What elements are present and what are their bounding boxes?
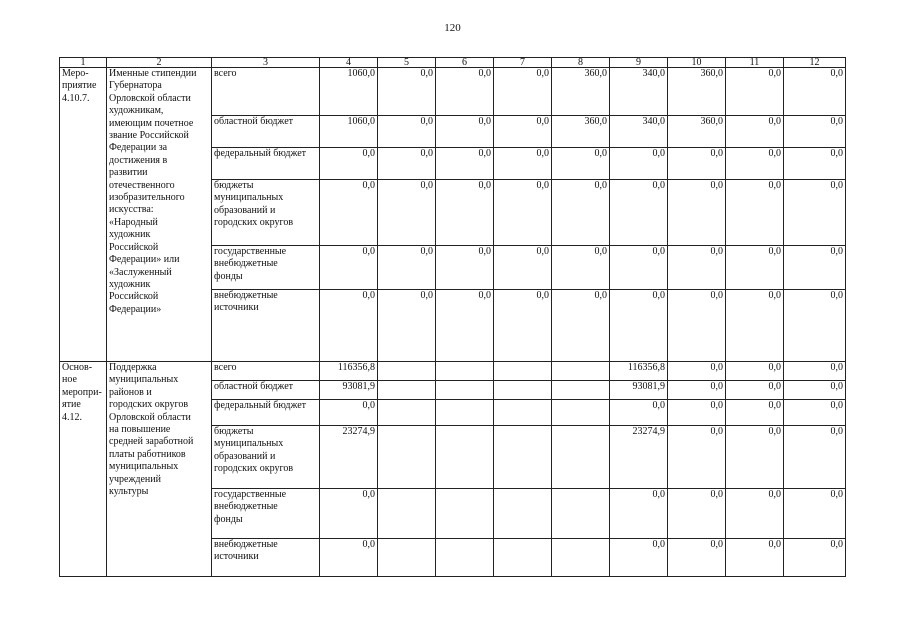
funding-source-line: бюджеты xyxy=(214,180,254,191)
amount-cell: 0,0 xyxy=(436,290,494,362)
amount-cell: 0,0 xyxy=(610,539,668,577)
amount-cell xyxy=(378,400,436,426)
amount-cell: 0,0 xyxy=(668,290,726,362)
measure-title-line: развитии xyxy=(109,167,148,179)
amount-cell: 0,0 xyxy=(784,246,846,290)
amount-cell: 0,0 xyxy=(726,489,784,539)
funding-source-line: внебюджетные xyxy=(214,290,278,301)
amount-cell xyxy=(552,400,610,426)
amount-cell: 0,0 xyxy=(610,489,668,539)
column-header: 12 xyxy=(784,58,846,68)
amount-cell: 0,0 xyxy=(784,381,846,400)
amount-cell xyxy=(378,426,436,489)
measure-title-line: средней заработной xyxy=(109,436,194,448)
amount-cell: 0,0 xyxy=(726,246,784,290)
amount-cell: 0,0 xyxy=(378,116,436,148)
funding-source-line: фонды xyxy=(214,270,243,282)
funding-source xyxy=(212,180,320,246)
amount-cell xyxy=(494,539,552,577)
amount-cell: 0,0 xyxy=(378,180,436,246)
measure-title-line: Поддержка xyxy=(109,362,157,373)
funding-source-line: внебюджетные xyxy=(214,501,278,513)
amount-cell: 0,0 xyxy=(726,381,784,400)
column-header: 4 xyxy=(320,58,378,68)
funding-source-line: образований и xyxy=(214,450,276,462)
page-number: 120 xyxy=(444,22,461,34)
table-row xyxy=(60,68,846,116)
amount-cell xyxy=(494,362,552,381)
measure-code xyxy=(60,68,107,362)
funding-source-line: внебюджетные xyxy=(214,258,278,270)
amount-cell: 0,0 xyxy=(610,290,668,362)
funding-source-line: государственные xyxy=(214,489,287,500)
amount-cell: 0,0 xyxy=(726,290,784,362)
amount-cell: 1060,0 xyxy=(320,116,378,148)
amount-cell xyxy=(378,539,436,577)
amount-cell: 0,0 xyxy=(668,362,726,381)
amount-cell: 0,0 xyxy=(784,180,846,246)
measure-title-line: Федерации» или xyxy=(109,254,180,266)
funding-source xyxy=(212,381,320,400)
amount-cell: 0,0 xyxy=(378,148,436,180)
measure-title-line: имеющим почетное xyxy=(109,117,194,129)
amount-cell: 93081,9 xyxy=(610,381,668,400)
budget-table xyxy=(59,57,846,577)
amount-cell xyxy=(378,362,436,381)
amount-cell: 0,0 xyxy=(378,290,436,362)
measure-title-line: художник xyxy=(109,278,151,290)
measure-title-line: «Заслуженный xyxy=(109,266,172,278)
measure-title-line: Именные стипендии xyxy=(109,68,197,79)
column-header: 3 xyxy=(212,58,320,68)
measure-title-line: изобразительного xyxy=(109,192,185,204)
funding-source-line: областной бюджет xyxy=(214,116,294,127)
amount-cell: 0,0 xyxy=(784,116,846,148)
measure-title-line: «Народный xyxy=(109,216,158,228)
measure-title-line: звание Российской xyxy=(109,130,189,142)
amount-cell: 0,0 xyxy=(320,489,378,539)
amount-cell: 0,0 xyxy=(552,180,610,246)
amount-cell: 0,0 xyxy=(610,246,668,290)
amount-cell: 0,0 xyxy=(726,68,784,116)
funding-source-line: федеральный бюджет xyxy=(214,148,307,159)
measure-title-line: Российской xyxy=(109,241,159,253)
measure-title-line: на повышение xyxy=(109,424,171,436)
amount-cell: 0,0 xyxy=(784,290,846,362)
amount-cell xyxy=(494,381,552,400)
funding-source xyxy=(212,148,320,180)
amount-cell xyxy=(494,426,552,489)
column-header: 7 xyxy=(494,58,552,68)
amount-cell xyxy=(494,489,552,539)
amount-cell: 0,0 xyxy=(494,290,552,362)
measure-title-line: учреждений xyxy=(109,473,161,485)
measure-title-line: городских округов xyxy=(109,399,189,411)
amount-cell: 0,0 xyxy=(726,116,784,148)
funding-source xyxy=(212,290,320,362)
measure-title-line: Федерации за xyxy=(109,142,168,154)
measure-title-line: культуры xyxy=(109,486,149,498)
amount-cell: 0,0 xyxy=(494,246,552,290)
funding-source xyxy=(212,68,320,116)
funding-source xyxy=(212,426,320,489)
funding-source-line: источники xyxy=(214,551,259,563)
amount-cell: 0,0 xyxy=(726,148,784,180)
amount-cell: 0,0 xyxy=(494,68,552,116)
amount-cell: 0,0 xyxy=(320,180,378,246)
amount-cell: 0,0 xyxy=(436,68,494,116)
column-header: 5 xyxy=(378,58,436,68)
measure-title-line: Губернатора xyxy=(109,80,162,92)
measure-code-line: меропри- xyxy=(62,386,102,398)
amount-cell: 0,0 xyxy=(668,148,726,180)
funding-source xyxy=(212,539,320,577)
amount-cell: 360,0 xyxy=(668,116,726,148)
column-header: 10 xyxy=(668,58,726,68)
amount-cell: 0,0 xyxy=(378,68,436,116)
funding-source-line: внебюджетные xyxy=(214,539,278,550)
column-header: 1 xyxy=(60,58,107,68)
amount-cell: 0,0 xyxy=(668,381,726,400)
amount-cell: 93081,9 xyxy=(320,381,378,400)
amount-cell: 0,0 xyxy=(784,489,846,539)
measure-title-line: платы работников xyxy=(109,448,186,460)
amount-cell: 0,0 xyxy=(436,148,494,180)
amount-cell: 1060,0 xyxy=(320,68,378,116)
measure-code-line: 4.12. xyxy=(62,411,82,423)
column-header: 9 xyxy=(610,58,668,68)
measure-code-line: Меро- xyxy=(62,68,89,79)
amount-cell: 0,0 xyxy=(668,489,726,539)
amount-cell xyxy=(436,426,494,489)
amount-cell: 0,0 xyxy=(494,148,552,180)
amount-cell: 0,0 xyxy=(320,148,378,180)
amount-cell xyxy=(552,489,610,539)
amount-cell: 360,0 xyxy=(552,68,610,116)
amount-cell xyxy=(494,400,552,426)
measure-title-line: Орловской области xyxy=(109,411,191,423)
amount-cell: 0,0 xyxy=(436,116,494,148)
funding-source xyxy=(212,489,320,539)
measure-code-line: 4.10.7. xyxy=(62,92,90,104)
amount-cell: 0,0 xyxy=(610,148,668,180)
amount-cell: 116356,8 xyxy=(320,362,378,381)
measure-title-line: отечественного xyxy=(109,179,175,191)
column-header: 6 xyxy=(436,58,494,68)
measure-title-line: художникам, xyxy=(109,105,164,117)
column-header: 2 xyxy=(107,58,212,68)
funding-source xyxy=(212,362,320,381)
funding-source-line: бюджеты xyxy=(214,426,254,437)
amount-cell xyxy=(436,400,494,426)
amount-cell: 0,0 xyxy=(784,426,846,489)
measure-code-line: приятие xyxy=(62,80,97,92)
amount-cell: 0,0 xyxy=(494,116,552,148)
amount-cell: 23274,9 xyxy=(610,426,668,489)
amount-cell: 0,0 xyxy=(552,290,610,362)
amount-cell: 0,0 xyxy=(552,148,610,180)
amount-cell: 0,0 xyxy=(726,539,784,577)
funding-source-line: источники xyxy=(214,302,259,314)
amount-cell: 0,0 xyxy=(378,246,436,290)
amount-cell xyxy=(552,362,610,381)
amount-cell: 0,0 xyxy=(784,68,846,116)
funding-source-line: всего xyxy=(214,362,237,373)
amount-cell: 0,0 xyxy=(784,148,846,180)
amount-cell: 0,0 xyxy=(668,539,726,577)
column-header: 8 xyxy=(552,58,610,68)
measure-title-line: достижения в xyxy=(109,154,168,166)
amount-cell xyxy=(552,381,610,400)
amount-cell: 0,0 xyxy=(726,180,784,246)
amount-cell: 0,0 xyxy=(726,362,784,381)
funding-source-line: фонды xyxy=(214,513,243,525)
amount-cell: 0,0 xyxy=(320,290,378,362)
amount-cell: 0,0 xyxy=(784,362,846,381)
funding-source-line: всего xyxy=(214,68,237,79)
funding-source-line: федеральный бюджет xyxy=(214,400,307,411)
amount-cell xyxy=(436,362,494,381)
measure-code-line: ятие xyxy=(62,399,81,411)
amount-cell: 0,0 xyxy=(668,400,726,426)
funding-source xyxy=(212,246,320,290)
amount-cell: 0,0 xyxy=(552,246,610,290)
funding-source-line: муниципальных xyxy=(214,438,284,450)
measure-title-line: муниципальных xyxy=(109,374,179,386)
amount-cell: 340,0 xyxy=(610,68,668,116)
column-header: 11 xyxy=(726,58,784,68)
amount-cell xyxy=(436,539,494,577)
amount-cell: 0,0 xyxy=(726,400,784,426)
amount-cell: 0,0 xyxy=(784,400,846,426)
measure-title-line: Орловской области xyxy=(109,92,191,104)
amount-cell: 0,0 xyxy=(784,539,846,577)
amount-cell: 0,0 xyxy=(320,246,378,290)
amount-cell: 0,0 xyxy=(610,180,668,246)
measure-code xyxy=(60,362,107,577)
amount-cell: 23274,9 xyxy=(320,426,378,489)
amount-cell xyxy=(378,489,436,539)
measure-code-line: Основ- xyxy=(62,362,93,373)
measure-title xyxy=(107,362,212,577)
amount-cell: 0,0 xyxy=(320,400,378,426)
funding-source-line: городских округов xyxy=(214,217,294,229)
measure-title-line: Федерации» xyxy=(109,303,162,315)
funding-source-line: образований и xyxy=(214,204,276,216)
measure-title-line: районов и xyxy=(109,386,152,398)
amount-cell xyxy=(552,426,610,489)
amount-cell: 360,0 xyxy=(668,68,726,116)
amount-cell: 0,0 xyxy=(436,246,494,290)
amount-cell: 0,0 xyxy=(610,400,668,426)
amount-cell: 0,0 xyxy=(320,539,378,577)
amount-cell: 0,0 xyxy=(668,246,726,290)
funding-source-line: городских округов xyxy=(214,463,294,475)
amount-cell: 360,0 xyxy=(552,116,610,148)
funding-source-line: муниципальных xyxy=(214,192,284,204)
measure-title-line: художник xyxy=(109,229,151,241)
measure-title-line: искусства: xyxy=(109,204,154,216)
amount-cell xyxy=(436,489,494,539)
table-row xyxy=(60,362,846,381)
header-row xyxy=(60,58,846,68)
amount-cell: 0,0 xyxy=(668,180,726,246)
funding-source-line: государственные xyxy=(214,246,287,257)
amount-cell xyxy=(436,381,494,400)
amount-cell: 0,0 xyxy=(668,426,726,489)
measure-title xyxy=(107,68,212,362)
measure-title-line: Российской xyxy=(109,291,159,303)
amount-cell: 116356,8 xyxy=(610,362,668,381)
measure-title-line: муниципальных xyxy=(109,461,179,473)
measure-code-line: ное xyxy=(62,374,77,386)
amount-cell: 0,0 xyxy=(494,180,552,246)
funding-source-line: областной бюджет xyxy=(214,381,294,392)
funding-source xyxy=(212,116,320,148)
amount-cell: 340,0 xyxy=(610,116,668,148)
amount-cell: 0,0 xyxy=(726,426,784,489)
amount-cell: 0,0 xyxy=(436,180,494,246)
amount-cell xyxy=(378,381,436,400)
funding-source xyxy=(212,400,320,426)
amount-cell xyxy=(552,539,610,577)
